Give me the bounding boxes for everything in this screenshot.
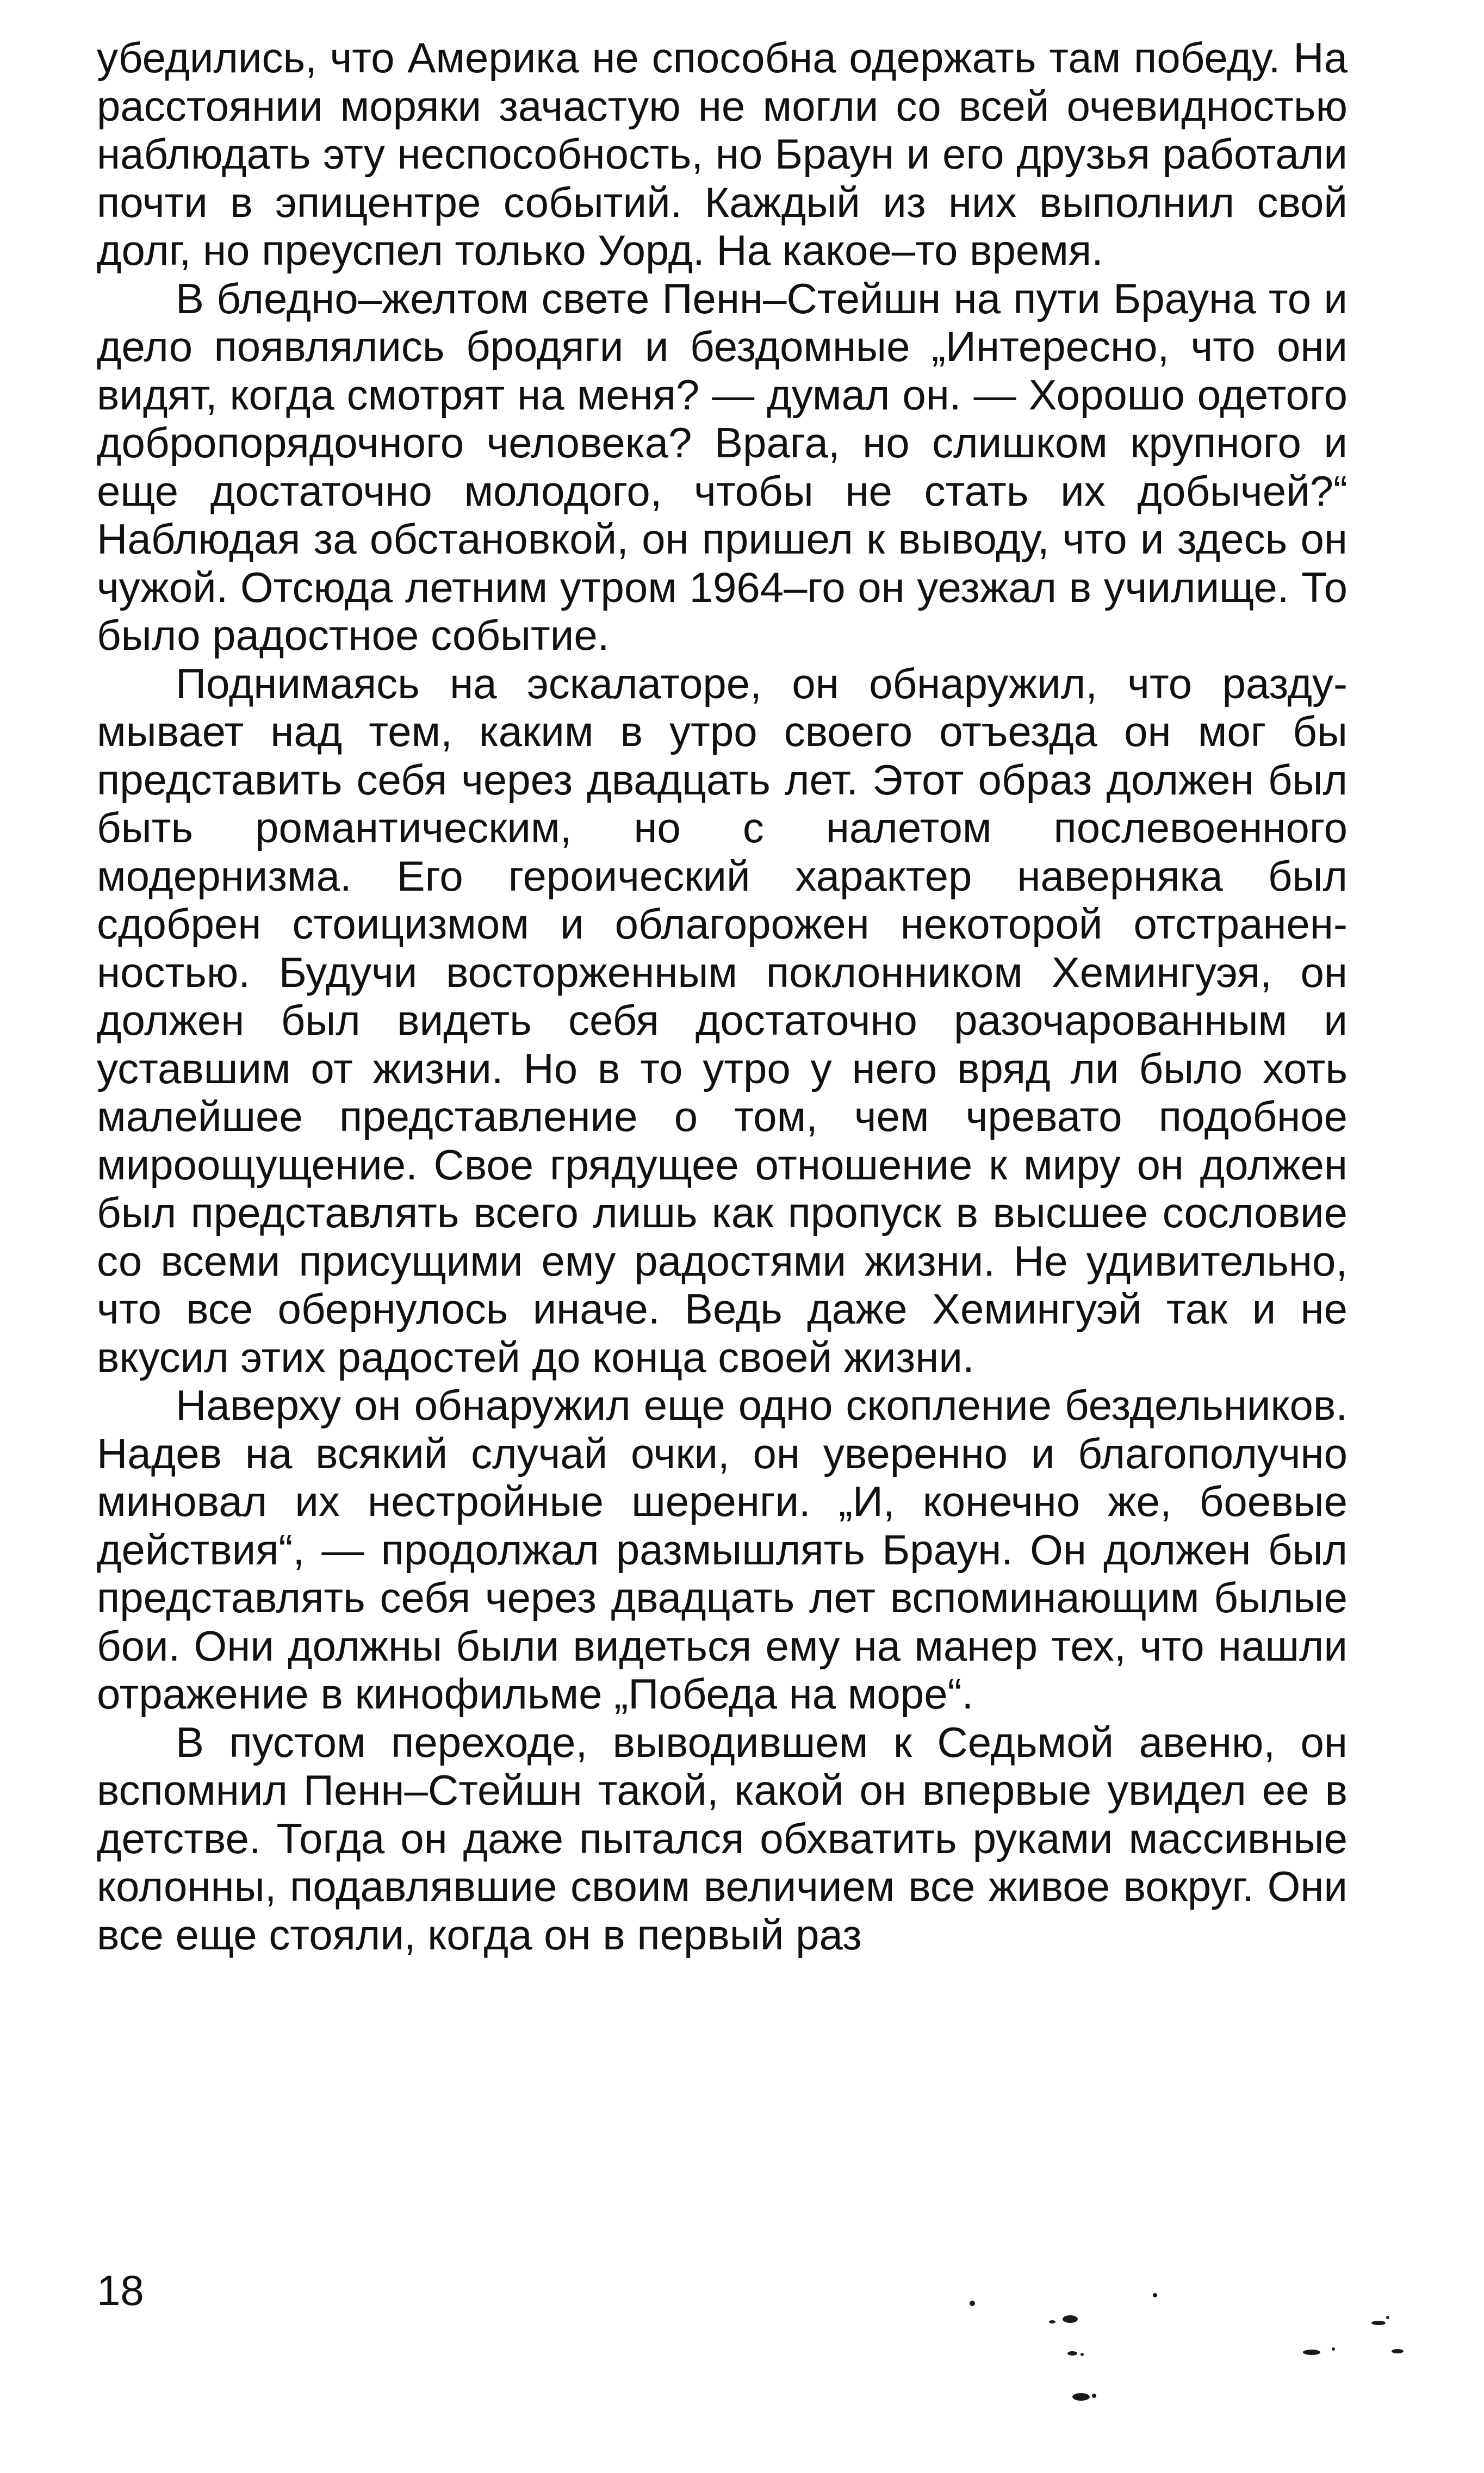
paragraph-upstairs: Наверху он обнаружил еще одно скопление бездельников. Надев на всякий случай очки, он уверенно и благополучно миновал их нестройные шеренги. „И, конечно же, боевые действия“, — продолжал размышлять Браун. Он должен был представлять себя через двадцать лет вспоминающим былые бои. Они должны были видеться ему на манер тех, что нашли отражение в кинофильме „Победа на море“. (97, 1381, 1348, 1718)
paragraph-continued: убедились, что Америка не способна одержать там победу. На расстоянии моряки зачастую не могли со всей очевидностью наблюдать эту неспособность, но Браун и его друзья работали почти в эпицентре событий. Каждый из них выполнил свой долг, но преуспел только Уорд. На какое–то время. (97, 34, 1348, 274)
page-number: 18 (97, 2266, 144, 2314)
body-text (97, 34, 1348, 1959)
paragraph-empty-passage: В пустом переходе, выводившем к Седьмой авеню, он вспомнил Пенн–Стейшн такой, какой он впервые увидел ее в детстве. Тогда он даже пытался обхватить руками массивные колонны, подавлявшие своим величием все живое вокруг. Они все еще стояли, когда он в первый раз (97, 1718, 1348, 1959)
paragraph-escalator: Поднимаясь на эскалаторе, он обнаружил, что раздумывает над тем, каким в утро своего отъезда он мог бы представить себя через двадцать лет. Этот образ должен был быть романтическим, но с налетом послевоенного модернизма. Его героический характер наверняка был сдобрен стоицизмом и облагорожен некоторой отстраненностью. Будучи восторженным поклонником Хемингуэя, он должен был видеть себя достаточно разочарованным и уставшим от жизни. Но в то утро у него вряд ли было хоть малейшее представление о том, чем чревато подобное мироощущение. Свое грядущее отношение к миру он должен был представлять всего лишь как пропуск в высшее сословие со всеми присущими ему радостями жизни. Не удивительно, что все обернулось иначе. Ведь даже Хемингуэй так и не вкусил этих радостей до конца своей жизни. (97, 659, 1348, 1381)
paragraph-penn-station-light: В бледно–желтом свете Пенн–Стейшн на пути Брауна то и дело появлялись бродяги и бездомные „Интересно, что они видят, когда смотрят на меня? — думал он. — Хорошо одетого добропорядочного человека? Врага, но слишком крупного и еще достаточно молодого, чтобы не стать их добычей?“ Наблюдая за обстановкой, он пришел к выводу, что и здесь он чужой. Отсюда летним утром 1964–го он уезжал в училище. То было радостное событие. (97, 274, 1348, 659)
